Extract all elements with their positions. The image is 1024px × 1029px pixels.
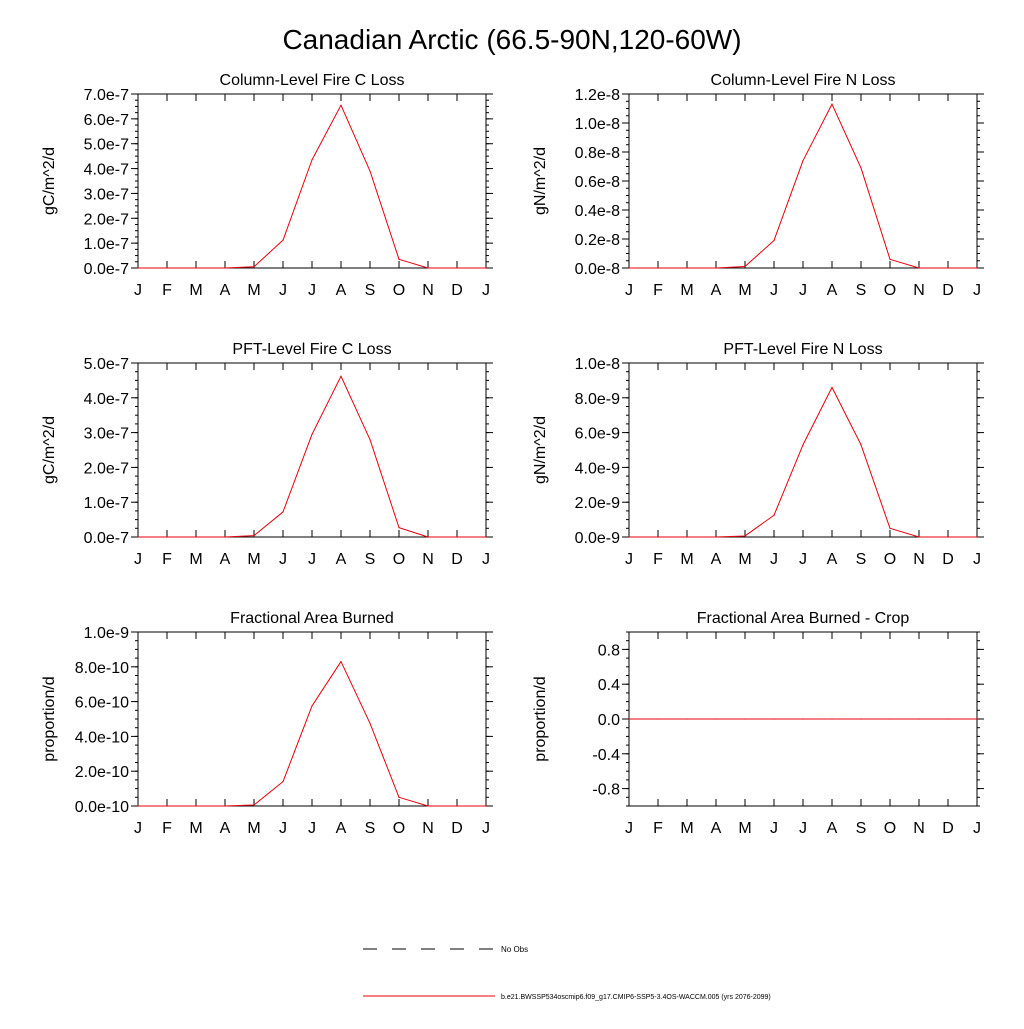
x-tick-label: J [482,282,490,299]
main-title: Canadian Arctic (66.5-90N,120-60W) [282,24,742,55]
data-point [773,718,774,719]
x-tick-label: N [913,551,925,568]
data-point [224,536,225,537]
x-tick-label: A [219,282,231,299]
y-tick-label: 1.0e-9 [83,625,129,642]
x-tick-label: O [392,820,406,837]
y-tick-label: 0.2e-8 [574,232,620,249]
x-tick-label: J [279,282,287,299]
x-tick-label: A [710,820,722,837]
y-tick-label: 2.0e-7 [83,211,129,229]
x-tick-label: J [279,820,287,837]
y-tick-label: 2.0e-10 [74,764,129,782]
data-point [166,536,167,537]
data-point [686,718,687,719]
data-point [340,105,341,106]
x-tick-label: F [162,282,172,299]
y-tick-label: 8.0e-9 [574,390,620,408]
panel-title: Fractional Area Burned [230,610,394,627]
x-tick-label: J [134,820,142,837]
series-line [629,387,977,537]
y-tick-label: 6.0e-9 [574,425,620,443]
data-point [369,439,370,440]
data-point [802,160,803,161]
x-tick-label: F [162,551,172,568]
x-tick-label: O [883,820,897,837]
x-tick-label: A [826,551,838,568]
x-tick-label: A [710,282,722,299]
x-tick-label: J [799,551,807,568]
x-tick-label: A [826,282,838,299]
data-point [137,536,138,537]
x-tick-label: M [247,820,261,837]
data-point [628,536,629,537]
data-point [715,718,716,719]
y-tick-label: 4.0e-10 [74,729,129,747]
data-point [918,267,919,268]
data-point [860,167,861,168]
x-tick-label: J [973,551,981,568]
data-point [773,515,774,516]
x-tick-label: D [942,282,954,299]
series-line [138,376,486,537]
x-tick-label: A [335,282,347,299]
y-axis-label: gN/m^2/d [532,147,549,215]
data-point [686,267,687,268]
y-tick-label: 0.8e-8 [574,145,620,162]
data-point [340,661,341,662]
data-point [831,718,832,719]
data-point [802,718,803,719]
data-point [224,805,225,806]
y-axis-label: proportion/d [41,676,58,762]
data-point [686,536,687,537]
data-point [282,781,283,782]
data-point [976,718,977,719]
legend [363,945,771,1001]
x-tick-label: M [738,282,752,299]
x-tick-label: J [308,820,316,837]
x-tick-label: S [855,551,867,568]
data-point [137,805,138,806]
x-tick-label: N [422,282,434,299]
x-tick-label: J [770,282,778,299]
y-tick-label: 2.0e-7 [83,460,129,478]
y-tick-label: 3.0e-7 [83,425,129,443]
x-tick-label: J [799,820,807,837]
data-point [715,536,716,537]
panel-title: Column-Level Fire N Loss [710,72,896,89]
x-tick-label: S [855,282,867,299]
y-tick-label: 5.0e-7 [83,356,129,373]
x-tick-label: J [770,820,778,837]
data-point [369,170,370,171]
x-tick-label: D [942,820,954,837]
x-tick-label: A [335,820,347,837]
x-tick-label: F [653,820,663,837]
panel-title: PFT-Level Fire N Loss [723,341,883,358]
data-point [947,267,948,268]
y-tick-label: 0.0 [597,712,620,729]
y-tick-label: 1.0e-8 [574,356,620,373]
data-point [253,804,254,805]
panel-title: Column-Level Fire C Loss [219,72,405,89]
data-point [976,536,977,537]
x-tick-label: J [308,551,316,568]
data-point [889,528,890,529]
y-axis-label: proportion/d [532,676,549,762]
y-tick-label: 0.0e-7 [83,530,129,547]
x-tick-label: A [219,820,231,837]
data-point [860,718,861,719]
legend-obs-label: No Obs [501,945,529,954]
data-point [398,259,399,260]
x-tick-label: N [422,551,434,568]
x-tick-label: J [308,282,316,299]
x-tick-label: J [134,282,142,299]
y-tick-label: 1.0e-7 [83,236,129,254]
y-tick-label: 0.4e-8 [574,203,620,220]
plot-frame [138,363,486,537]
data-point [311,159,312,160]
data-point [485,536,486,537]
chart-panel [532,341,984,568]
y-tick-label: 1.2e-8 [574,87,620,104]
data-point [831,387,832,388]
x-tick-label: M [189,282,203,299]
x-tick-label: J [482,551,490,568]
y-tick-label: 1.0e-8 [574,116,620,133]
x-tick-label: A [335,551,347,568]
x-tick-label: M [189,820,203,837]
x-tick-label: F [653,551,663,568]
x-tick-label: J [279,551,287,568]
y-tick-label: 4.0e-7 [83,390,129,408]
x-tick-label: D [451,820,463,837]
plot-frame [138,94,486,268]
data-point [282,511,283,512]
x-tick-label: J [799,282,807,299]
chart-panel [532,610,984,837]
y-tick-label: 0.0e-7 [83,261,129,278]
x-tick-label: A [826,820,838,837]
x-tick-label: J [482,820,490,837]
y-tick-label: 3.0e-7 [83,186,129,204]
x-tick-label: M [738,551,752,568]
data-point [253,266,254,267]
x-tick-label: A [710,551,722,568]
y-tick-label: 0.4 [597,677,620,695]
data-point [657,536,658,537]
data-point [628,718,629,719]
y-tick-label: -0.8 [592,781,620,799]
x-tick-label: M [189,551,203,568]
data-point [485,267,486,268]
data-point [253,535,254,536]
data-point [398,527,399,528]
x-tick-label: J [625,551,633,568]
data-point [744,718,745,719]
data-point [744,266,745,267]
data-point [427,267,428,268]
y-tick-label: 6.0e-10 [74,694,129,712]
data-point [831,104,832,105]
x-tick-label: D [451,282,463,299]
data-point [369,723,370,724]
x-tick-label: S [855,820,867,837]
y-tick-label: 1.0e-7 [83,495,129,513]
data-point [166,805,167,806]
panel-title: PFT-Level Fire C Loss [232,341,392,358]
data-point [802,444,803,445]
x-tick-label: S [364,551,376,568]
plot-frame [629,94,977,268]
data-point [657,267,658,268]
x-tick-label: M [247,551,261,568]
data-point [947,536,948,537]
x-tick-label: S [364,820,376,837]
y-tick-label: 2.0e-9 [574,495,620,513]
x-tick-label: N [422,820,434,837]
x-tick-label: A [219,551,231,568]
data-point [166,267,167,268]
data-point [311,434,312,435]
x-tick-label: M [680,820,694,837]
x-tick-label: S [364,282,376,299]
y-tick-label: 8.0e-10 [74,659,129,677]
plot-frame [138,632,486,806]
data-point [657,718,658,719]
data-point [976,267,977,268]
data-point [628,267,629,268]
data-point [485,805,486,806]
data-point [340,376,341,377]
y-tick-label: 0.0e-10 [74,799,129,816]
data-point [195,805,196,806]
y-tick-label: 6.0e-7 [83,111,129,129]
x-tick-label: O [392,282,406,299]
y-axis-label: gN/m^2/d [532,416,549,484]
y-tick-label: 5.0e-7 [83,136,129,154]
data-point [456,267,457,268]
data-point [456,805,457,806]
x-tick-label: J [134,551,142,568]
data-point [137,267,138,268]
chart-panel [532,72,984,299]
x-tick-label: M [680,282,694,299]
y-tick-label: 7.0e-7 [83,87,129,104]
x-tick-label: O [392,551,406,568]
data-point [860,444,861,445]
data-point [889,718,890,719]
x-tick-label: M [738,820,752,837]
y-tick-label: 0.0e-9 [574,530,620,547]
data-point [398,797,399,798]
data-point [427,805,428,806]
series-line [138,105,486,268]
data-point [282,240,283,241]
x-tick-label: J [770,551,778,568]
y-tick-label: 4.0e-9 [574,460,620,478]
x-tick-label: J [625,820,633,837]
y-tick-label: -0.4 [592,746,620,764]
series-line [138,662,486,806]
x-tick-label: J [973,282,981,299]
x-tick-label: F [653,282,663,299]
data-point [947,718,948,719]
x-tick-label: M [680,551,694,568]
data-point [456,536,457,537]
data-point [889,259,890,260]
data-point [224,267,225,268]
x-tick-label: F [162,820,172,837]
series-line [629,104,977,268]
plot-frame [629,363,977,537]
data-point [918,536,919,537]
panels [41,72,984,837]
data-point [311,705,312,706]
x-tick-label: J [973,820,981,837]
x-tick-label: O [883,551,897,568]
y-tick-label: 0.8 [597,642,620,660]
x-tick-label: J [625,282,633,299]
x-tick-label: N [913,820,925,837]
data-point [773,240,774,241]
x-tick-label: M [247,282,261,299]
x-tick-label: N [913,282,925,299]
data-point [715,267,716,268]
x-tick-label: O [883,282,897,299]
chart-panel [41,72,493,299]
data-point [427,536,428,537]
y-tick-label: 0.6e-8 [574,174,620,191]
y-axis-label: gC/m^2/d [41,416,58,484]
y-axis-label: gC/m^2/d [41,147,58,215]
y-tick-label: 0.0e-8 [574,261,620,278]
panel-title: Fractional Area Burned - Crop [696,610,910,627]
chart-panel [41,341,493,568]
legend-model-label: b.e21.BWSSP534oscmip6.f09_g17.CMIP6-SSP5-3.4OS-WACCM.005 (yrs 2076-2099) [501,994,771,1001]
data-point [195,536,196,537]
data-point [918,718,919,719]
chart-panel [41,610,493,837]
data-point [195,267,196,268]
x-tick-label: D [942,551,954,568]
y-tick-label: 4.0e-7 [83,161,129,179]
data-point [744,535,745,536]
x-tick-label: D [451,551,463,568]
